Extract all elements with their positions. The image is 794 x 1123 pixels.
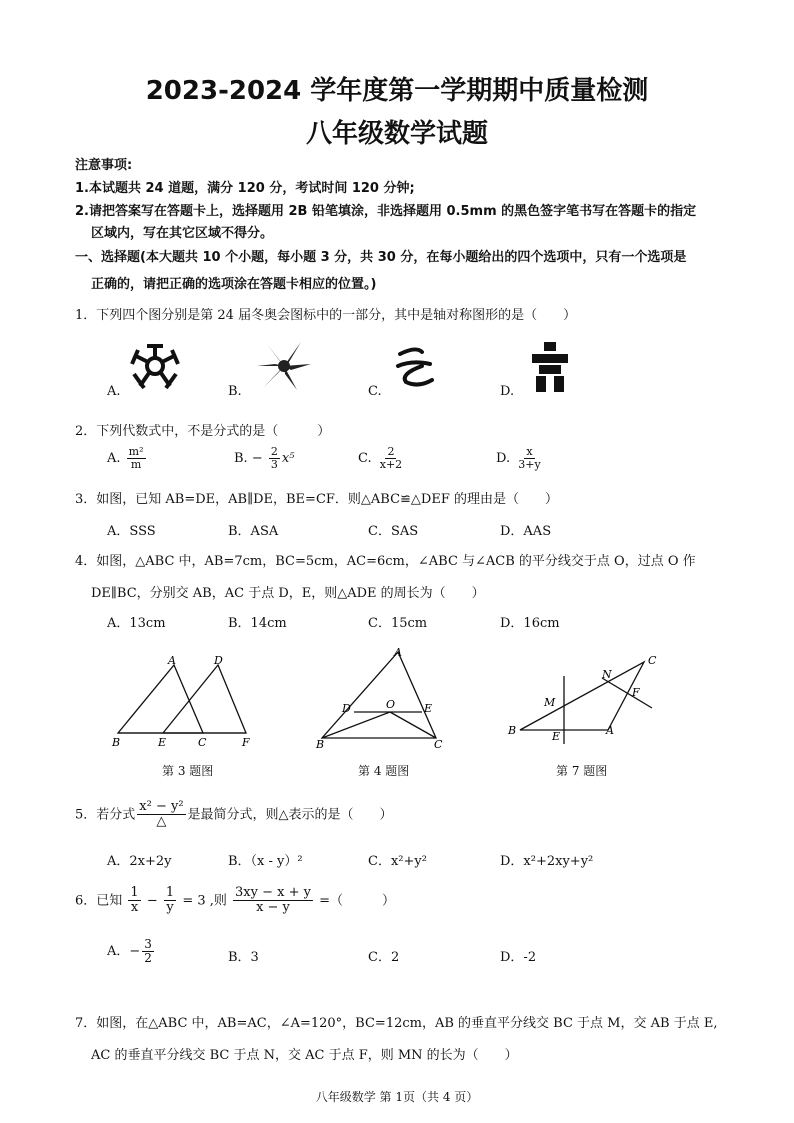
q2-option-b-fraction	[269, 446, 280, 471]
figure-q4-caption: 第 4 题图	[358, 764, 410, 778]
q6-suffix: =（ ）	[319, 893, 395, 909]
q2-option-b-label: B. −	[234, 451, 263, 467]
f3-label-b: B	[112, 736, 121, 749]
q1-option-b-figure	[255, 340, 313, 396]
q2-option-b-tail: x⁵	[281, 451, 295, 467]
fraction-denominator: △	[156, 814, 167, 830]
q3-option-b: B．ASA	[228, 524, 279, 539]
q5-fraction	[137, 800, 185, 830]
f7-label-m: M	[544, 696, 556, 709]
q6-fraction-3	[233, 886, 313, 916]
q1-option-c-figure	[392, 344, 438, 394]
question-3-stem: 3．如图，已知 AB=DE，AB∥DE，BE=CF．则△ABC≌△DEF 的理由是（ ）	[75, 492, 558, 507]
page-footer: 八年级数学 第 1页（共 4 页）	[315, 1090, 479, 1104]
q6-option-c: C．2	[368, 950, 400, 965]
fraction-denominator: x − y	[256, 900, 290, 916]
question-7-stem: 7．如图，在△ABC 中，AB=AC，∠A=120°，BC=12cm，AB 的垂直平分线交 BC 于点 M，交 AB 于点 E,	[75, 1016, 718, 1031]
fraction-numerator: 1	[165, 885, 175, 900]
q2-option-d-fraction	[516, 446, 542, 471]
fraction-denominator: y	[166, 900, 174, 916]
fraction-numerator: 3xy − x + y	[235, 885, 311, 900]
q5-suffix: 是最简分式，则△表示的是（ ）	[187, 807, 393, 823]
f4-label-b: B	[316, 738, 325, 750]
question-5-stem	[75, 800, 393, 830]
q4-option-d: D．16cm	[500, 616, 560, 631]
q3-option-a: A．SSS	[107, 524, 156, 539]
note-2-cont: 区域内，写在其它区域不得分。	[91, 226, 274, 241]
q6-option-a-fraction	[142, 938, 154, 965]
fraction-numerator: 2	[387, 445, 395, 458]
f7-label-c: C	[648, 654, 657, 667]
f3-label-e: E	[158, 736, 167, 749]
fraction-denominator: m	[130, 458, 142, 472]
q2-option-a-fraction	[127, 446, 146, 471]
f3-label-a: A	[168, 655, 176, 667]
fraction-denominator: x	[130, 900, 139, 916]
q6-fraction-2	[164, 886, 176, 916]
q6-option-b: B．3	[228, 950, 259, 965]
fraction-denominator: 2	[144, 951, 152, 966]
q3-option-c: C．SAS	[368, 524, 419, 539]
question-6-stem	[75, 886, 395, 916]
q1-option-b: B.	[228, 384, 242, 399]
f7-label-b: B	[508, 724, 517, 737]
f4-label-d: D	[342, 702, 351, 715]
q5-prefix: 5．若分式	[75, 807, 136, 823]
fraction-denominator: x+2	[379, 458, 403, 472]
f3-label-c: C	[198, 736, 207, 749]
exam-subtitle: 八年级数学试题	[305, 119, 488, 149]
fraction-numerator: 1	[130, 885, 139, 900]
question-7-stem-cont: AC 的垂直平分线交 BC 于点 N，交 AC 于点 F，则 MN 的长为（ ）	[91, 1048, 518, 1063]
section-1-header-cont: 正确的，请把正确的选项涂在答题卡相应的位置。)	[91, 277, 377, 292]
f4-label-c: C	[434, 738, 443, 750]
fraction-numerator: 2	[270, 445, 278, 458]
fraction-numerator: x² − y²	[139, 799, 184, 814]
q1-option-d-figure	[530, 342, 570, 396]
q6-prefix: 6．已知	[75, 893, 123, 909]
figure-q7	[506, 650, 666, 750]
exam-title: 2023-2024 学年度第一学期期中质量检测	[145, 76, 649, 106]
q2-option-c-label: C.	[358, 451, 372, 467]
q6-option-a-label: A．−	[107, 944, 141, 960]
q5-option-b: B．（x - y）²	[228, 854, 303, 869]
q2-option-c	[358, 446, 406, 471]
f3-label-f: F	[242, 736, 250, 749]
q6-equals: = 3 ,则	[182, 893, 227, 909]
fraction-denominator: 3	[270, 458, 278, 472]
figure-q4	[312, 646, 452, 754]
q6-option-a	[107, 938, 156, 965]
fraction-denominator: 3+y	[518, 458, 541, 472]
f7-label-n: N	[602, 668, 612, 681]
f7-label-a: A	[606, 724, 614, 737]
q1-option-c: C.	[368, 384, 382, 399]
fraction-numerator: x	[526, 445, 533, 458]
q2-option-a	[107, 446, 148, 471]
fraction-numerator: 3	[144, 937, 152, 951]
q1-option-a-figure	[130, 340, 180, 396]
q6-fraction-1	[128, 886, 140, 916]
q2-option-d	[496, 446, 545, 471]
q5-option-c: C．x²+y²	[368, 854, 427, 869]
question-2-stem: 2．下列代数式中，不是分式的是（ ）	[75, 424, 331, 439]
figure-q7-caption: 第 7 题图	[556, 764, 608, 778]
f4-label-a: A	[394, 646, 402, 659]
q5-option-d: D．x²+2xy+y²	[500, 854, 594, 869]
q4-option-b: B．14cm	[228, 616, 287, 631]
q4-option-c: C．15cm	[368, 616, 428, 631]
note-2: 2.请把答案写在答题卡上，选择题用 2B 铅笔填涂，非选择题用 0.5mm 的黑色签字笔书写在答题卡的指定	[75, 204, 697, 219]
q4-option-a: A．13cm	[107, 616, 166, 631]
q2-option-c-fraction	[378, 446, 404, 471]
q2-option-d-label: D.	[496, 451, 511, 467]
section-1-header: 一、选择题(本大题共 10 个小题，每小题 3 分，共 30 分，在每小题给出的四个选项中，只有一个选项是	[75, 250, 687, 265]
f7-label-e: E	[552, 730, 561, 743]
q2-option-a-label: A.	[107, 451, 121, 467]
question-1-stem: 1．下列四个图分别是第 24 届冬奥会图标中的一部分，其中是轴对称图形的是（ ）	[75, 308, 577, 323]
notes-heading: 注意事项:	[75, 158, 133, 173]
f4-label-o: O	[386, 698, 396, 711]
question-4-stem-cont: DE∥BC，分别交 AB，AC 于点 D，E，则△ADE 的周长为（ ）	[91, 586, 485, 601]
q3-option-d: D．AAS	[500, 524, 552, 539]
figure-q3-caption: 第 3 题图	[162, 764, 214, 778]
figure-q3	[108, 655, 258, 754]
q5-option-a: A．2x+2y	[107, 854, 172, 869]
f3-label-d: D	[214, 655, 223, 667]
question-4-stem: 4．如图，△ABC 中，AB=7cm，BC=5cm，AC=6cm，∠ABC 与∠ACB 的平分线交于点 O，过点 O 作	[75, 554, 696, 569]
f7-label-f: F	[632, 686, 640, 699]
note-1: 1.本试题共 24 道题，满分 120 分，考试时间 120 分钟;	[75, 181, 415, 196]
fraction-numerator: m²	[128, 445, 144, 458]
q6-minus: −	[146, 893, 158, 909]
f4-label-e: E	[424, 702, 433, 715]
q1-option-a: A.	[107, 384, 121, 399]
q6-option-d: D．-2	[500, 950, 537, 965]
q1-option-d: D.	[500, 384, 515, 399]
q2-option-b	[234, 446, 294, 471]
